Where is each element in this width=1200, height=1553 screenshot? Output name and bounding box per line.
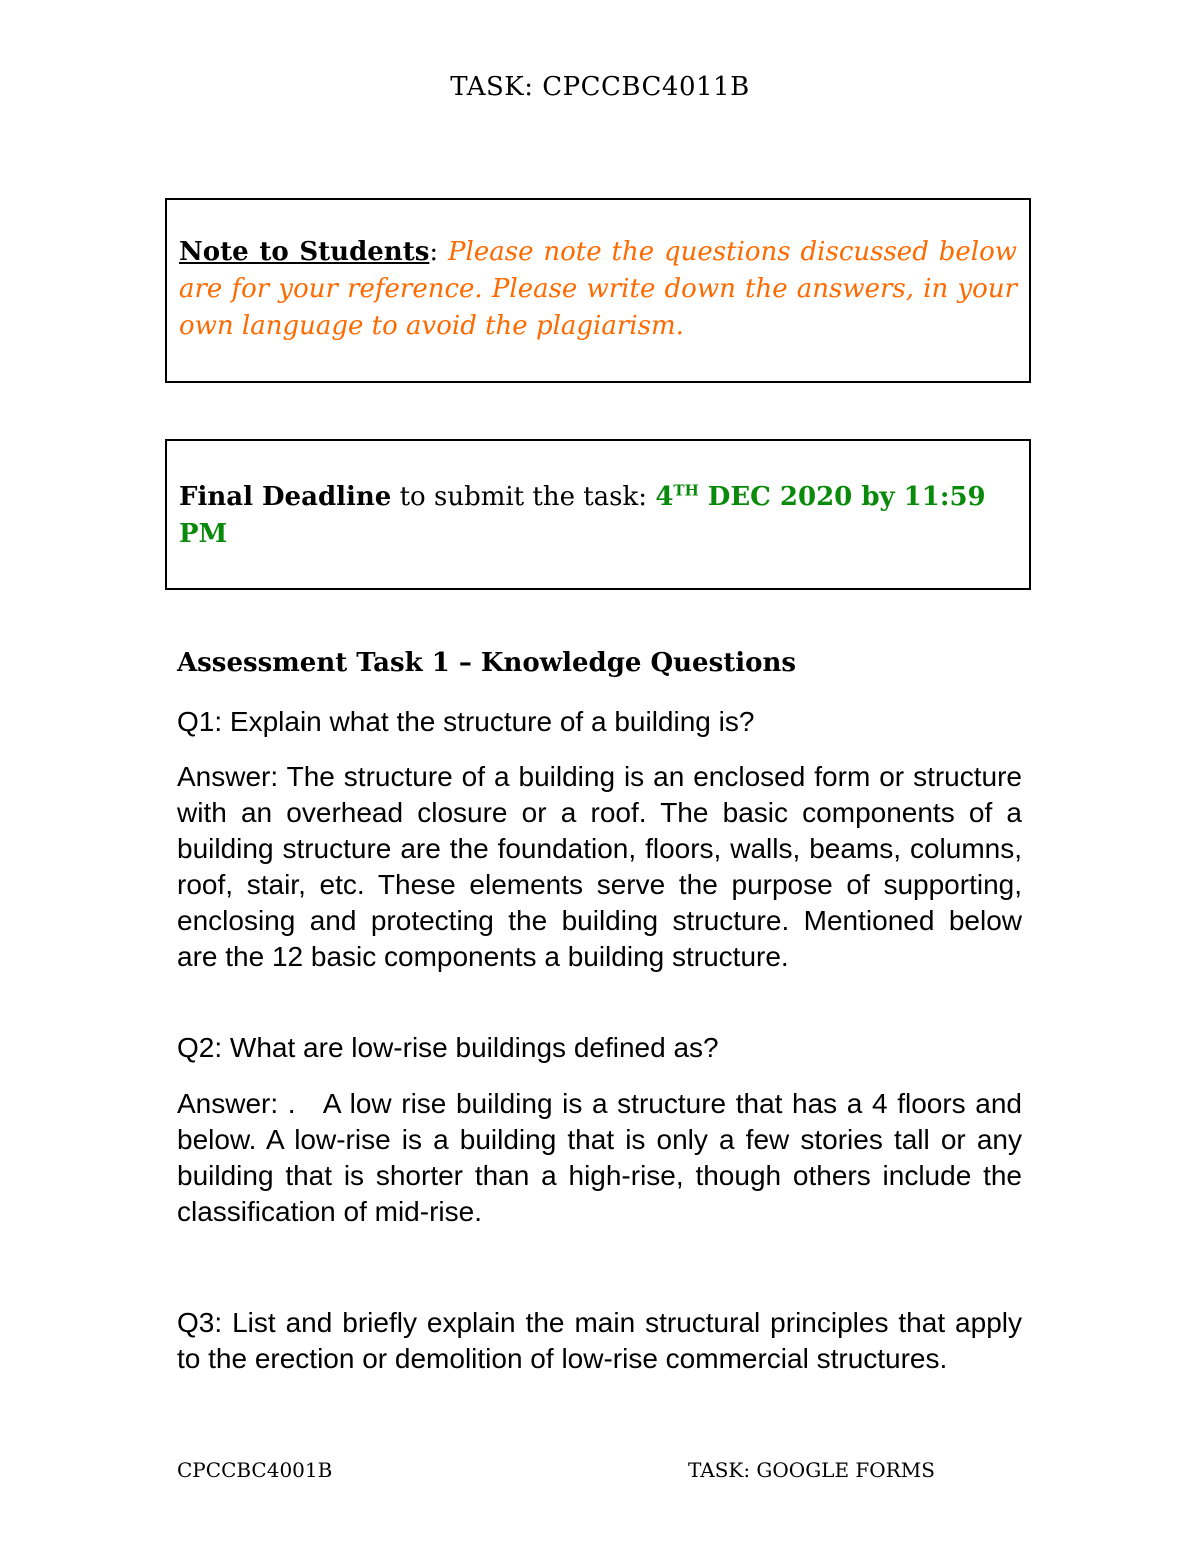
deadline-date-suffix: TH	[673, 481, 699, 500]
question-2: Q2: What are low-rise buildings defined as?	[177, 1032, 719, 1063]
note-label: Note to Students	[179, 237, 430, 267]
deadline-date-day: 4	[655, 482, 674, 512]
deadline-label: Final Deadline	[179, 482, 392, 512]
footer-task-label: TASK: GOOGLE FORMS	[688, 1458, 935, 1482]
note-separator: :	[429, 237, 449, 267]
section-title: Assessment Task 1 – Knowledge Questions	[177, 648, 796, 678]
note-body: Please note the questions discussed below are for your reference. Please write down the answers, in your own language to avoid the plagiarism.	[179, 237, 1017, 341]
deadline-text	[179, 479, 1017, 553]
page-header-title: TASK: CPCCBC4011B	[450, 72, 750, 102]
question-1: Q1: Explain what the structure of a building is?	[177, 706, 755, 737]
footer-course-code: CPCCBC4001B	[177, 1458, 333, 1482]
deadline-date-rest: DEC 2020 by 11:59 PM	[179, 482, 986, 549]
answer-1: Answer: The structure of a building is an enclosed form or structure with an overhead closure or a roof. The basic components of a building structure are the foundation, floors, walls, beams, columns, roof, stair, etc. These elements serve the purpose of supporting, enclosing and protecting the building structure. Mentioned below are the 12 basic components a building structure.	[177, 761, 1022, 972]
deadline-middle-text: to submit the task:	[391, 482, 656, 512]
question-3: Q3: List and briefly explain the main structural principles that apply to the erection or demolition of low-rise commercial structures.	[177, 1307, 1022, 1374]
note-to-students-box	[165, 198, 1031, 383]
note-text	[179, 234, 1017, 345]
final-deadline-box	[165, 439, 1031, 590]
answer-2: Answer: . A low rise building is a structure that has a 4 floors and below. A low-rise is a building that is only a few stories tall or any building that is shorter than a high-rise, though others include the classification of mid-rise.	[177, 1088, 1030, 1227]
